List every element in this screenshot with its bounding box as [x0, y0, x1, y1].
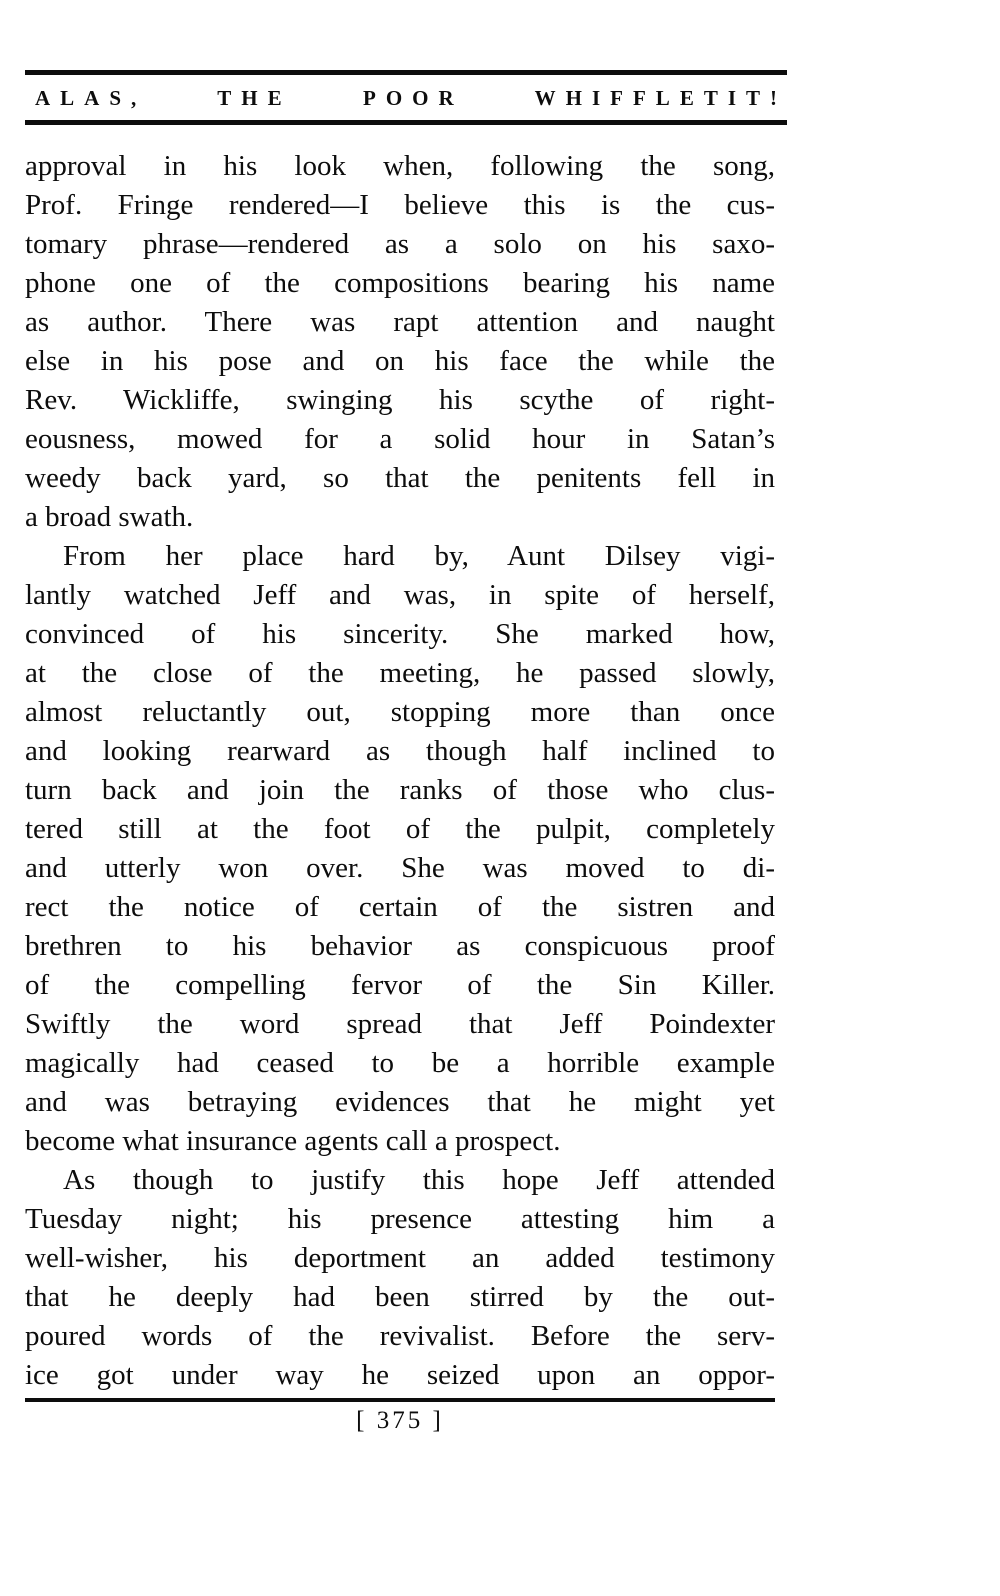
text-line: Tuesday night; his presence attesting him a [25, 1203, 775, 1235]
text-line: ice got under way he seized upon an oppor- [25, 1359, 775, 1391]
text-line: that he deeply had been stirred by the out- [25, 1281, 775, 1313]
text-line: else in his pose and on his face the while the [25, 345, 775, 377]
text-line: and looking rearward as though half inclined to [25, 735, 775, 767]
running-head-title: ALAS, THE POOR WHIFFLETIT! [35, 86, 787, 110]
body-text [25, 147, 775, 1395]
text-line: lantly watched Jeff and was, in spite of herself, [25, 579, 775, 611]
text-line: well-wisher, his deportment an added testimony [25, 1242, 775, 1274]
text-line: tered still at the foot of the pulpit, completely [25, 813, 775, 845]
text-line: a broad swath. [25, 501, 194, 533]
text-line: brethren to his behavior as conspicuous proof [25, 930, 775, 962]
page-number: [ 375 ] [356, 1407, 444, 1434]
text-line: tomary phrase—rendered as a solo on his saxo- [25, 228, 775, 260]
text-line: magically had ceased to be a horrible example [25, 1047, 775, 1079]
text-line: approval in his look when, following the song, [25, 150, 775, 182]
text-line: turn back and join the ranks of those who clus- [25, 774, 775, 806]
text-line: convinced of his sincerity. She marked how, [25, 618, 775, 650]
text-line: at the close of the meeting, he passed slowly, [25, 657, 775, 689]
text-line: phone one of the compositions bearing his name [25, 267, 775, 299]
text-line: and was betraying evidences that he might yet [25, 1086, 775, 1118]
text-line: almost reluctantly out, stopping more than once [25, 696, 775, 728]
page-footer [25, 1398, 775, 1435]
header-bottom-rule [25, 120, 787, 125]
text-line: From her place hard by, Aunt Dilsey vigi- [63, 540, 775, 572]
text-line: As though to justify this hope Jeff attended [63, 1164, 775, 1196]
text-line: poured words of the revivalist. Before the serv- [25, 1320, 775, 1352]
text-line: Rev. Wickliffe, swinging his scythe of right- [25, 384, 775, 416]
text-line: become what insurance agents call a prospect. [25, 1125, 561, 1157]
footer-rule [25, 1398, 775, 1402]
text-line: of the compelling fervor of the Sin Killer. [25, 969, 775, 1001]
text-line: and utterly won over. She was moved to di- [25, 852, 775, 884]
text-line: Prof. Fringe rendered—I believe this is the cus- [25, 189, 775, 221]
text-line: rect the notice of certain of the sistren and [25, 891, 775, 923]
text-line: weedy back yard, so that the penitents fell in [25, 462, 775, 494]
page-header [25, 70, 787, 125]
text-line: Swiftly the word spread that Jeff Poindexter [25, 1008, 775, 1040]
text-line: as author. There was rapt attention and naught [25, 306, 775, 338]
text-line: eousness, mowed for a solid hour in Satan’s [25, 423, 775, 455]
